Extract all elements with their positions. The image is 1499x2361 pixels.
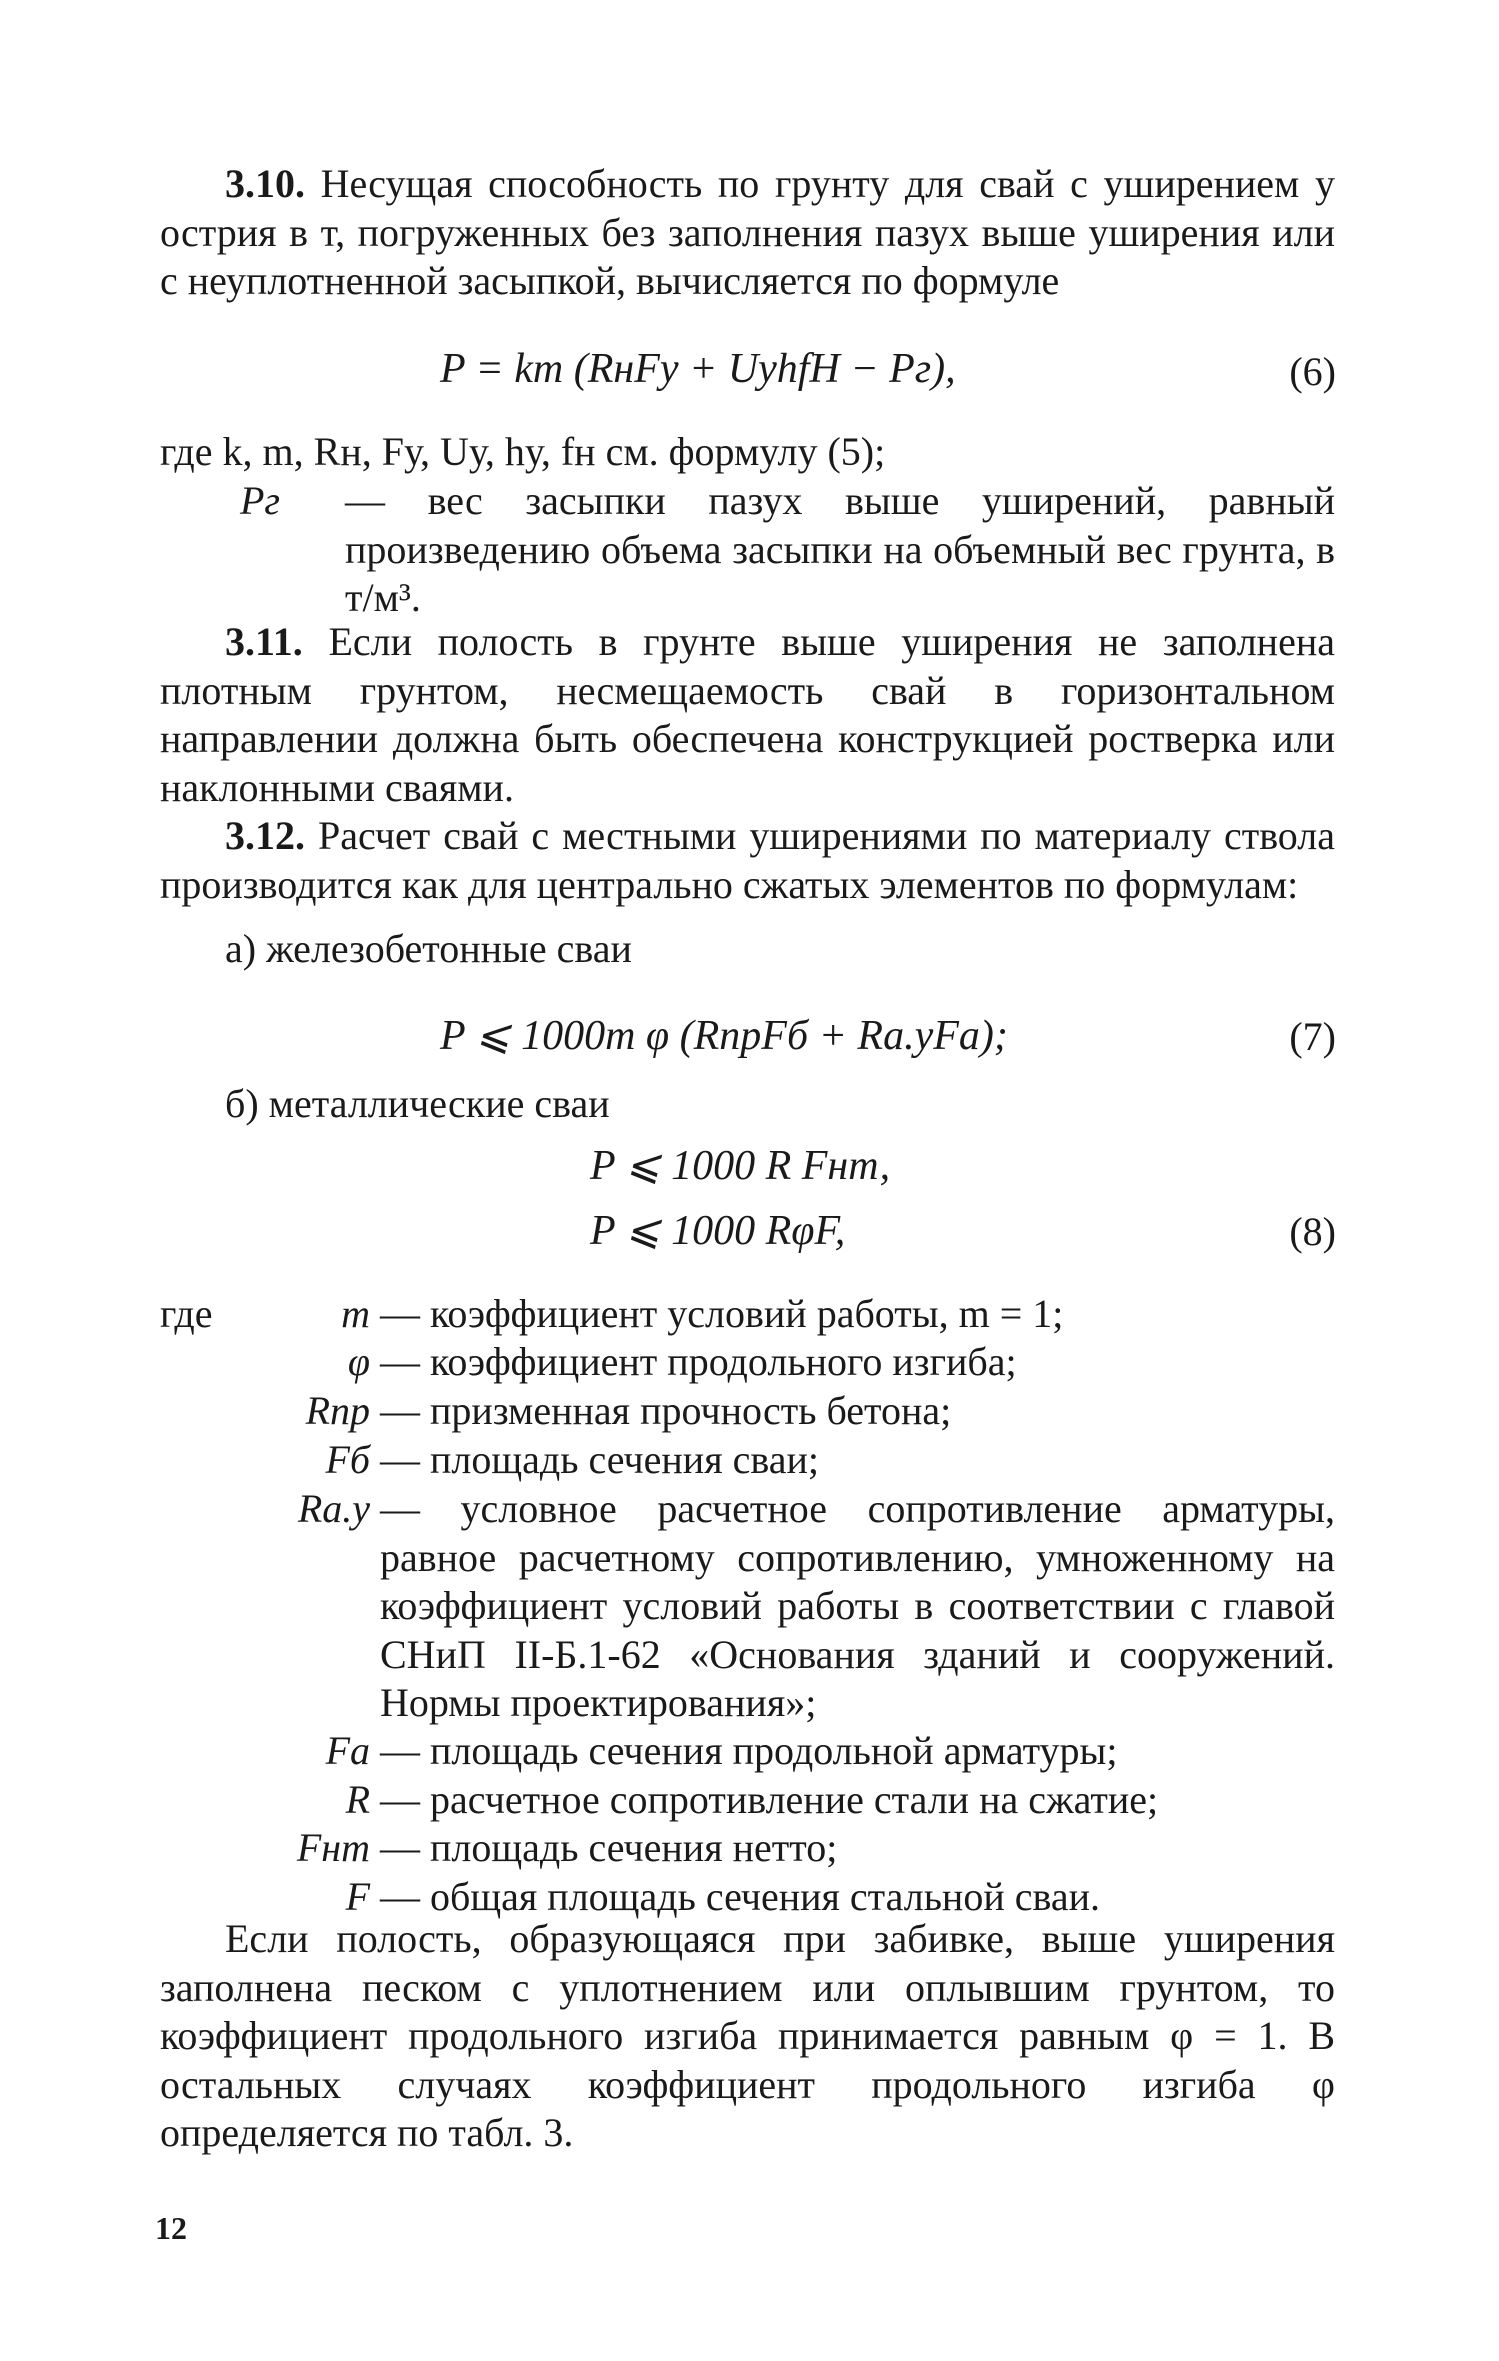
equation-number-6: (6): [1289, 349, 1336, 394]
definition-text: — расчетное сопротивление стали на сжатие;: [380, 1777, 1159, 1822]
definition-symbol: R: [345, 1777, 370, 1822]
section-number: 3.12.: [225, 813, 305, 858]
equation-number-8: (8): [1289, 1209, 1336, 1254]
definition-symbol: Fа: [325, 1728, 370, 1773]
item-b: б) металлические сваи: [225, 1081, 610, 1126]
definition-symbol: Fнт: [296, 1825, 370, 1870]
where-6-intro: где k, m, Rн, Fу, Uу, hу, fн см. формулу (5);: [160, 429, 886, 474]
section-number: 3.10.: [225, 161, 305, 206]
section-3-12: [160, 812, 1335, 909]
definitions-where: где: [160, 1291, 213, 1336]
pg-definition: — вес засыпки пазух выше уширений, равный произведению объема засыпки на объемный вес грунта, в т/м³.: [345, 478, 1335, 620]
section-3-11: [160, 618, 1335, 812]
definition-text: — общая площадь сечения стальной сваи.: [380, 1874, 1101, 1919]
definition-text: — коэффициент продольного изгиба;: [380, 1339, 1017, 1384]
definition-text: — условное расчетное сопротивление арматуры, равное расчетному сопротивлению, умноженному на коэффициент условий работы в соответствии с главой СНиП II-Б.1-62 «Основания зданий и сооружений. Нормы проектирования»;: [380, 1486, 1335, 1725]
definition-symbol: Fб: [325, 1437, 370, 1482]
definition-symbol: m: [341, 1291, 370, 1336]
item-a: а) железобетонные сваи: [225, 926, 632, 971]
definition-text: — площадь сечения продольной арматуры;: [380, 1728, 1118, 1773]
formula-6: P = km (RнFу + UуhfH − Pг),: [440, 346, 956, 392]
section-text: Расчет свай с местными уширениями по материалу ствола производится как для центрально сжатых элементов по формулам:: [160, 813, 1335, 907]
pg-symbol: Pг: [240, 478, 281, 523]
formula-7: P ⩽ 1000m φ (RпрFб + Rа.уFа);: [440, 1013, 1008, 1059]
formula-8-line-1: P ⩽ 1000 R Fнт,: [590, 1143, 891, 1189]
definition-text: — площадь сечения нетто;: [380, 1825, 838, 1870]
definition-symbol: Rпр: [305, 1388, 370, 1433]
definition-symbol: Rа.у: [297, 1486, 370, 1531]
formula-8-line-2: P ⩽ 1000 RφF,: [590, 1208, 846, 1254]
definition-text: — коэффициент условий работы, m = 1;: [380, 1291, 1064, 1336]
equation-number-7: (7): [1289, 1014, 1336, 1059]
page-number: 12: [155, 2210, 187, 2246]
closing-paragraph: Если полость, образующаяся при забивке, выше уширения заполнена песком с уплотнением или оплывшим грунтом, то коэффициент продольного изгиба принимается равным φ = 1. В остальных случаях коэффициент продольного изгиба φ определяется по табл. 3.: [160, 1916, 1335, 2155]
definition-text: — призменная прочность бетона;: [380, 1388, 952, 1433]
definition-symbol: F: [345, 1874, 370, 1919]
definition-text: — площадь сечения сваи;: [380, 1437, 819, 1482]
section-text: Несущая способность по грунту для свай с уширением у острия в т, погруженных без заполнения пазух выше уширения или с неуплотненной засыпкой, вычисляется по формуле: [160, 161, 1336, 303]
definition-symbol: φ: [347, 1339, 370, 1384]
section-3-10: [160, 160, 1335, 306]
section-number: 3.11.: [225, 619, 303, 664]
section-text: Если полость в грунте выше уширения не заполнена плотным грунтом, несмещаемость свай в горизонтальном направлении должна быть обеспечена конструкцией ростверка или наклонными сваями.: [160, 619, 1336, 810]
